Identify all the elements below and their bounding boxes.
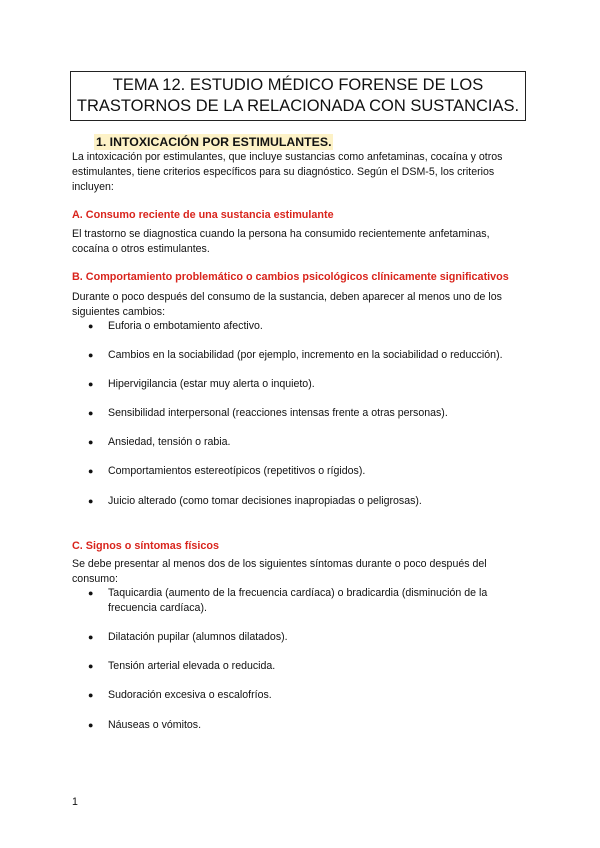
bullet-icon: ● [88, 588, 94, 598]
bullet-icon: ● [88, 321, 94, 331]
criterion-c-line: consumo: [72, 573, 118, 585]
title-line-2: TRASTORNOS DE LA RELACIONADA CON SUSTANCIAS. [76, 97, 520, 115]
criterion-a-line: El trastorno se diagnostica cuando la persona ha consumido recientemente anfetaminas, [72, 228, 490, 240]
list-item-text: Cambios en la sociabilidad (por ejemplo, incremento en la sociabilidad o reducción). [108, 349, 503, 361]
page-number: 1 [72, 796, 78, 808]
criterion-b-line: Durante o poco después del consumo de la sustancia, deben aparecer al menos uno de los [72, 291, 502, 303]
list-item-text [108, 586, 528, 616]
criterion-b-heading: B. Comportamiento problemático o cambios psicológicos clínicamente significativos [72, 271, 509, 283]
bullet-icon: ● [88, 690, 94, 700]
criterion-c-line: Se debe presentar al menos dos de los siguientes síntomas durante o poco después del [72, 558, 487, 570]
bullet-icon: ● [88, 466, 94, 476]
bullet-icon: ● [88, 496, 94, 506]
criterion-a-heading: A. Consumo reciente de una sustancia estimulante [72, 209, 334, 221]
list-item-text: Sensibilidad interpersonal (reacciones intensas frente a otras personas). [108, 407, 448, 419]
intro-line: estimulantes, tiene criterios específicos para su diagnóstico. Según el DSM-5, los criterios [72, 166, 495, 178]
criterion-c-heading: C. Signos o síntomas físicos [72, 540, 219, 552]
bullet-icon: ● [88, 437, 94, 447]
list-item-text: Tensión arterial elevada o reducida. [108, 660, 276, 672]
bullet-icon: ● [88, 379, 94, 389]
intro-line: incluyen: [72, 181, 114, 193]
section-heading [94, 135, 333, 149]
list-item-line: Taquicardia (aumento de la frecuencia cardíaca) o bradicardia (disminución de la [108, 587, 488, 599]
section-heading-text: 1. INTOXICACIÓN POR ESTIMULANTES. [96, 135, 332, 149]
list-item-line: frecuencia cardíaca). [108, 602, 207, 614]
list-item-text: Euforia o embotamiento afectivo. [108, 320, 263, 332]
title-box [70, 71, 526, 121]
criterion-a-line: cocaína o otros estimulantes. [72, 243, 210, 255]
list-item-text: Náuseas o vómitos. [108, 719, 202, 731]
list-item-text: Dilatación pupilar (alumnos dilatados). [108, 631, 288, 643]
criterion-c-paragraph [72, 557, 528, 587]
list-item-text: Comportamientos estereotípicos (repetitivos o rígidos). [108, 465, 366, 477]
intro-paragraph [72, 150, 528, 195]
list-item-text: Sudoración excesiva o escalofríos. [108, 689, 272, 701]
criterion-a-paragraph [72, 227, 528, 257]
criterion-b-paragraph [72, 290, 528, 320]
title-line-1: TEMA 12. ESTUDIO MÉDICO FORENSE DE LOS [112, 76, 484, 94]
bullet-icon: ● [88, 661, 94, 671]
list-item-text: Juicio alterado (como tomar decisiones inapropiadas o peligrosas). [108, 495, 422, 507]
bullet-icon: ● [88, 350, 94, 360]
bullet-icon: ● [88, 408, 94, 418]
bullet-icon: ● [88, 632, 94, 642]
bullet-icon: ● [88, 720, 94, 730]
list-item-text: Ansiedad, tensión o rabia. [108, 436, 231, 448]
list-item-text: Hipervigilancia (estar muy alerta o inquieto). [108, 378, 315, 390]
intro-line: La intoxicación por estimulantes, que incluye sustancias como anfetaminas, cocaína y otros [72, 151, 503, 163]
criterion-b-line: siguientes cambios: [72, 306, 166, 318]
